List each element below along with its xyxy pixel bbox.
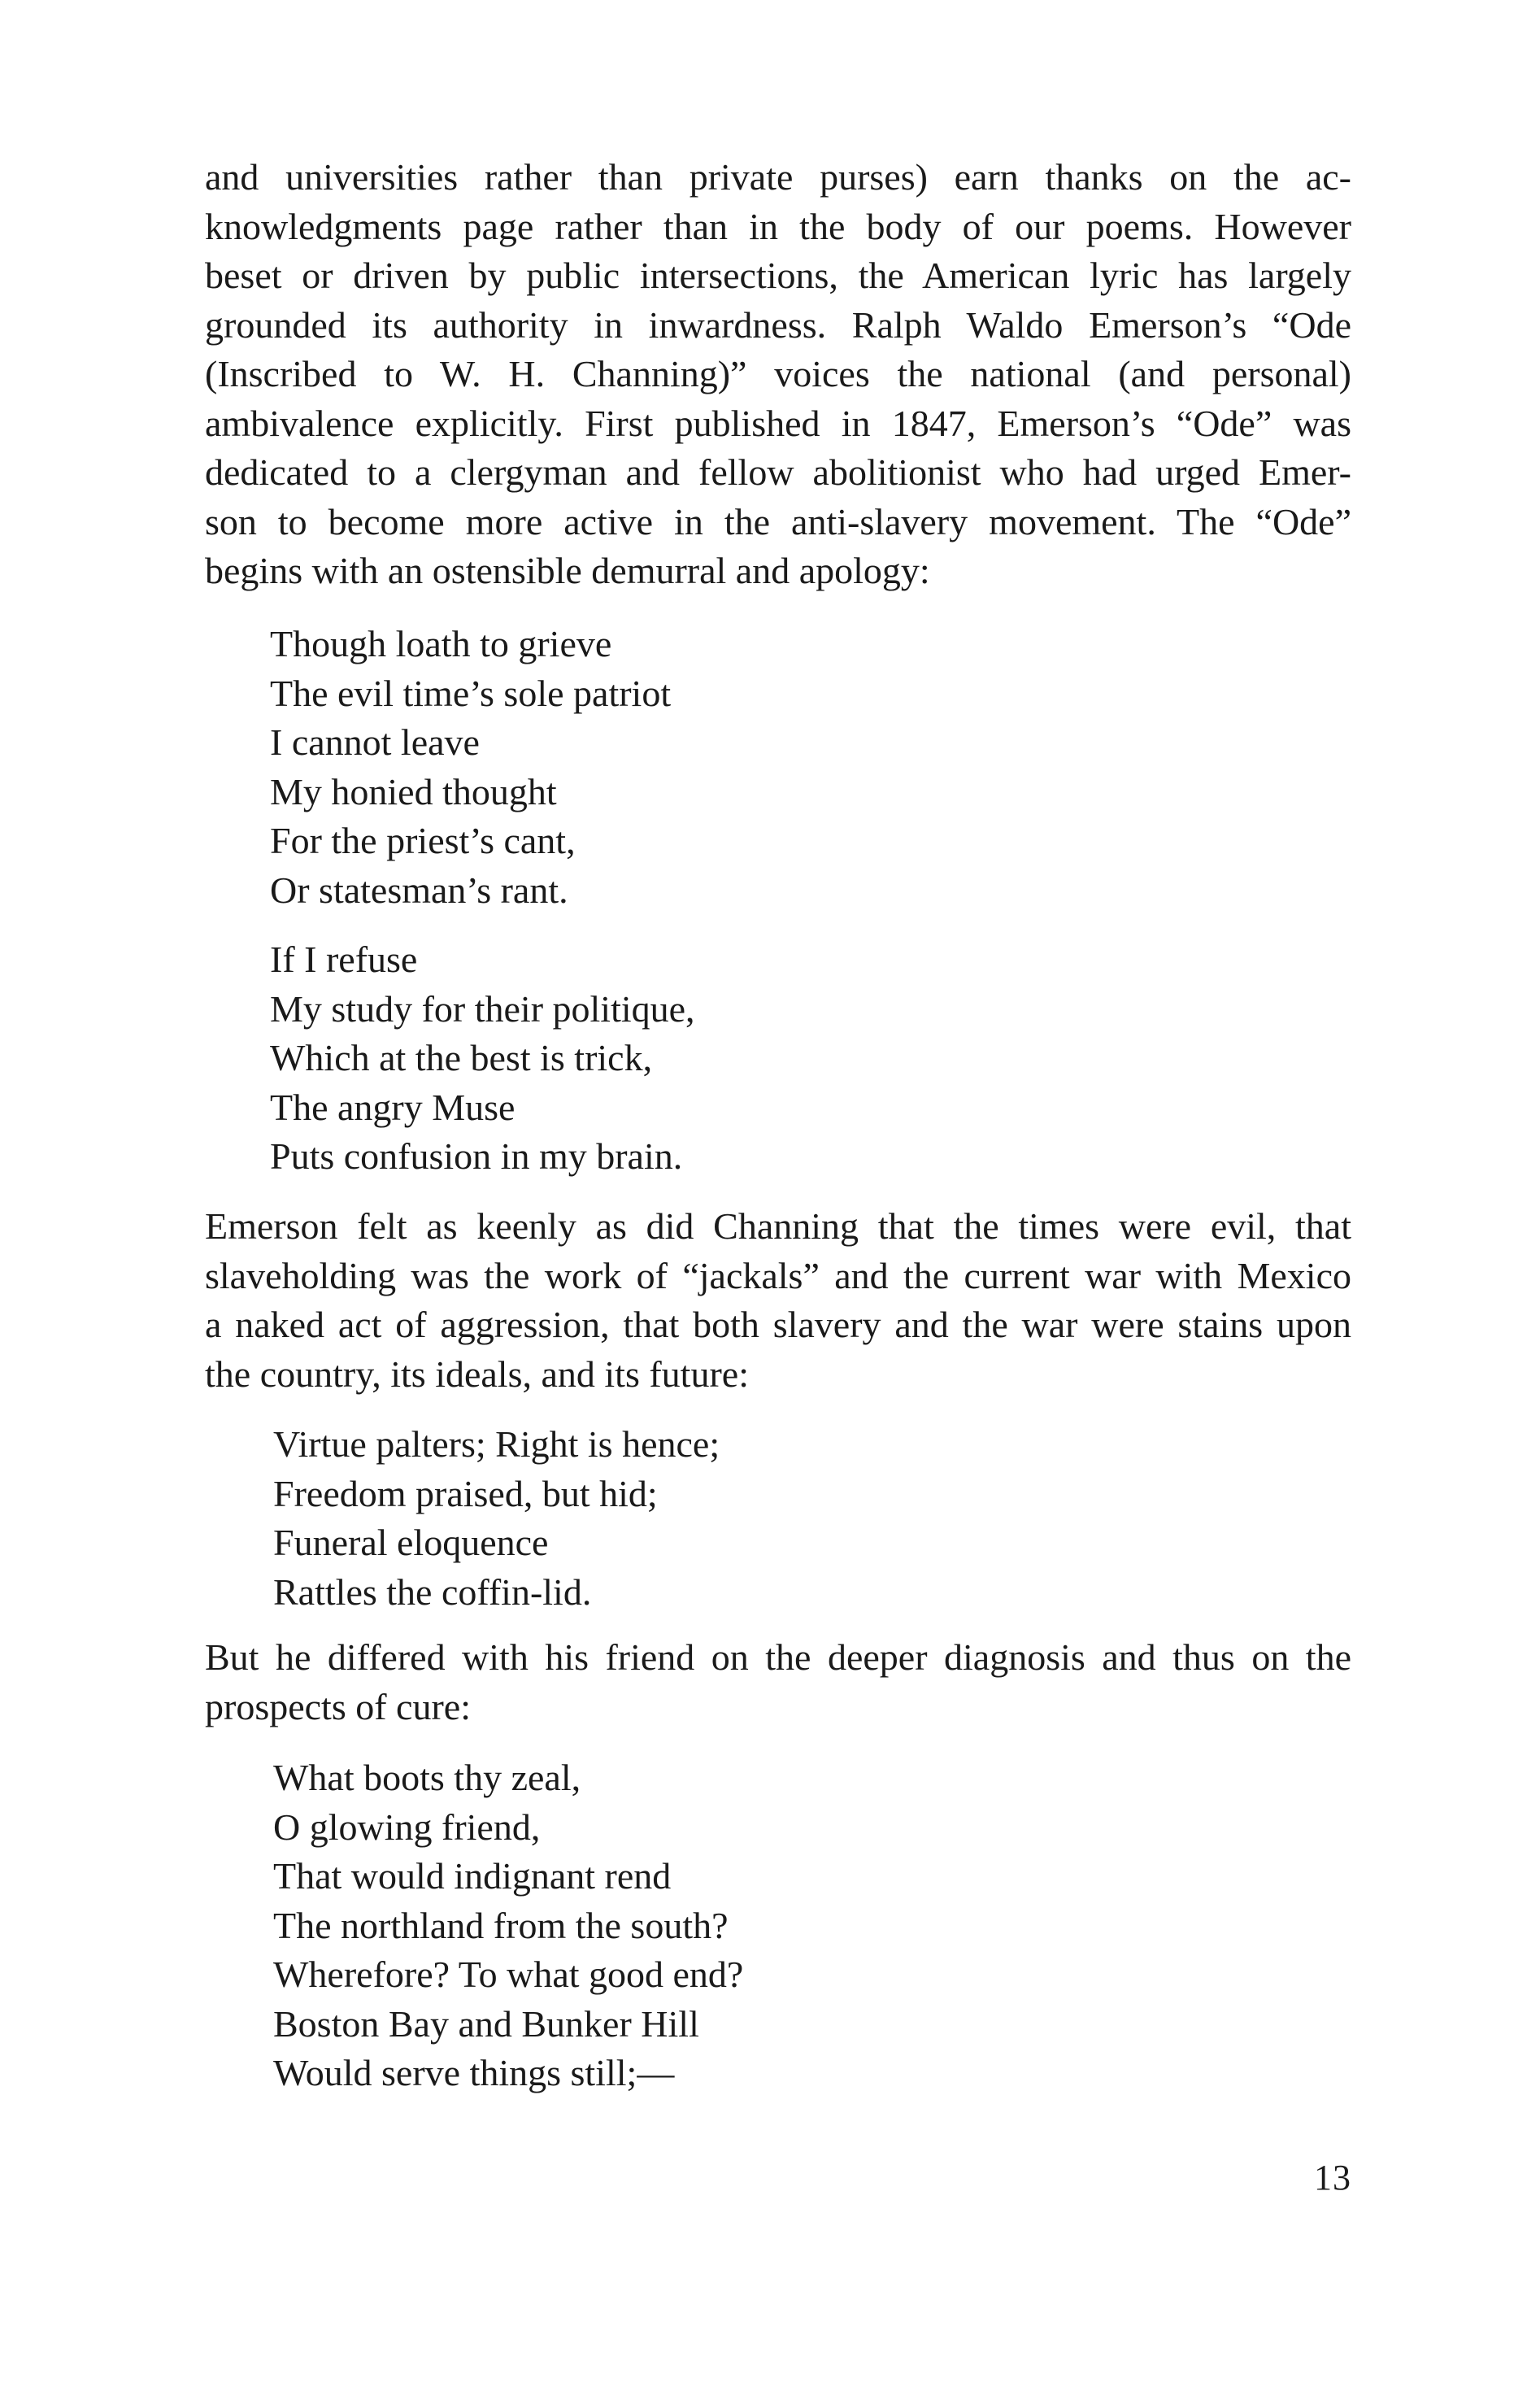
verse-line: Virtue palters; Right is hence; [273, 1423, 720, 1465]
verse-line: That would indignant rend [273, 1855, 672, 1897]
verse-stanza-1 [270, 620, 671, 915]
verse-line: Wherefore? To what good end? [273, 1954, 744, 1995]
paragraph-line: But he differed with his friend on the deeper diagnosis and thus on the [205, 1636, 1351, 1678]
verse-line: Puts confusion in my brain. [270, 1135, 683, 1177]
paragraph-line: Emerson felt as keenly as did Channing that the times were evil, that [205, 1205, 1351, 1247]
verse-line: The northland from the south? [273, 1904, 729, 1946]
verse-line: Boston Bay and Bunker Hill [273, 2002, 699, 2045]
verse-line: Which at the best is trick, [270, 1037, 653, 1078]
verse-stanza-2 [270, 935, 695, 1182]
verse-line: Would serve things still;— [273, 2052, 675, 2093]
verse-line: What boots thy zeal, [273, 1757, 581, 1798]
verse-line: For the priest’s cant, [270, 820, 576, 861]
verse-stanza-3 [273, 1420, 720, 1617]
paragraph-line: knowledgments page rather than in the body of our poems. However [205, 205, 1351, 247]
paragraph-2 [205, 1202, 1351, 1399]
paragraph-line: slaveholding was the work of “jackals” and the current war with Mexico [205, 1254, 1351, 1296]
verse-line: If I refuse [270, 939, 418, 980]
paragraph-line: grounded its authority in inwardness. Ralph Waldo Emerson’s “Ode [205, 303, 1351, 346]
paragraph-line: the country, its ideals, and its future: [205, 1352, 749, 1395]
paragraph-line: ambivalence explicitly. First published in 1847, Emerson’s “Ode” was [205, 402, 1351, 444]
paragraph-line: beset or driven by public intersections, the American lyric has largely [205, 255, 1351, 296]
verse-line: My honied thought [270, 770, 557, 812]
paragraph-line: and universities rather than private purses) earn thanks on the ac- [205, 156, 1351, 198]
verse-line: I cannot leave [270, 721, 480, 763]
verse-line: My study for their politique, [270, 987, 695, 1030]
verse-line: Rattles the coffin-lid. [273, 1570, 592, 1613]
verse-line: The angry Muse [270, 1086, 516, 1128]
paragraph-line: dedicated to a clergyman and fellow abolitionist who had urged Emer- [205, 451, 1351, 493]
paragraph-3 [205, 1633, 1351, 1731]
verse-stanza-4 [273, 1753, 743, 2098]
paragraph-line: a naked act of aggression, that both slavery and the war were stains upon [205, 1304, 1351, 1345]
paragraph-1 [205, 153, 1351, 596]
verse-line: O glowing friend, [273, 1805, 541, 1848]
paragraph-line: begins with an ostensible demurral and apology: [205, 550, 930, 591]
verse-line: Or statesman’s rant. [270, 869, 568, 911]
verse-line: Freedom praised, but hid; [273, 1472, 658, 1514]
verse-line: Funeral eloquence [273, 1522, 549, 1563]
paragraph-line: (Inscribed to W. H. Channing)” voices the national (and personal) [205, 353, 1351, 394]
paragraph-line: son to become more active in the anti-slavery movement. The “Ode” [205, 500, 1351, 542]
page-number: 13 [1314, 2158, 1351, 2198]
paragraph-line: prospects of cure: [205, 1685, 471, 1727]
verse-line: Though loath to grieve [270, 623, 612, 664]
verse-line: The evil time’s sole patriot [270, 672, 672, 714]
